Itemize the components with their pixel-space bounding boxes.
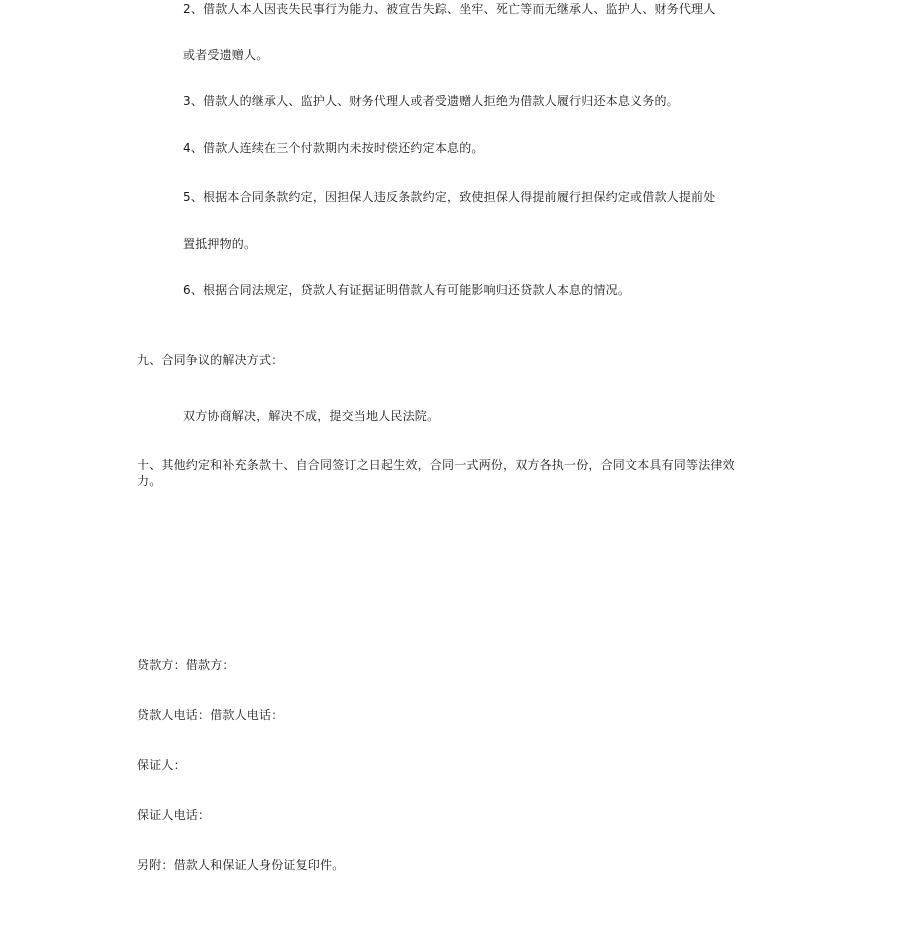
signature-lender-borrower: 贷款方：借款方： (137, 658, 235, 672)
clause-2-line-1: 2、借款人本人因丧失民事行为能力、被宣告失踪、坐牢、死亡等而无继承人、监护人、财务代理人 (183, 2, 716, 16)
section-10-text: 十、其他约定和补充条款十、自合同签订之日起生效，合同一式两份，双方各执一份，合同文本具有同等法律效力。 (137, 458, 735, 488)
section-9-heading: 九、合同争议的解决方式： (137, 353, 284, 367)
signature-guarantor: 保证人： (137, 758, 186, 772)
clause-4: 4、借款人连续在三个付款期内未按时偿还约定本息的。 (183, 141, 484, 155)
signature-guarantor-phone: 保证人电话： (137, 808, 211, 822)
attachment-note: 另附：借款人和保证人身份证复印件。 (137, 858, 345, 872)
signature-phones: 贷款人电话：借款人电话： (137, 708, 284, 722)
clause-3: 3、借款人的继承人、监护人、财务代理人或者受遗赠人拒绝为借款人履行归还本息义务的。 (183, 94, 679, 108)
clause-5-line-2: 置抵押物的。 (183, 237, 257, 251)
clause-2-line-2: 或者受遗赠人。 (183, 48, 269, 62)
clause-6: 6、根据合同法规定，贷款人有证据证明借款人有可能影响归还贷款人本息的情况。 (183, 283, 631, 297)
clause-5-line-1: 5、根据本合同条款约定，因担保人违反条款约定，致使担保人得提前履行担保约定或借款人提前处 (183, 190, 716, 204)
section-9-body: 双方协商解决，解决不成，提交当地人民法院。 (183, 409, 440, 423)
